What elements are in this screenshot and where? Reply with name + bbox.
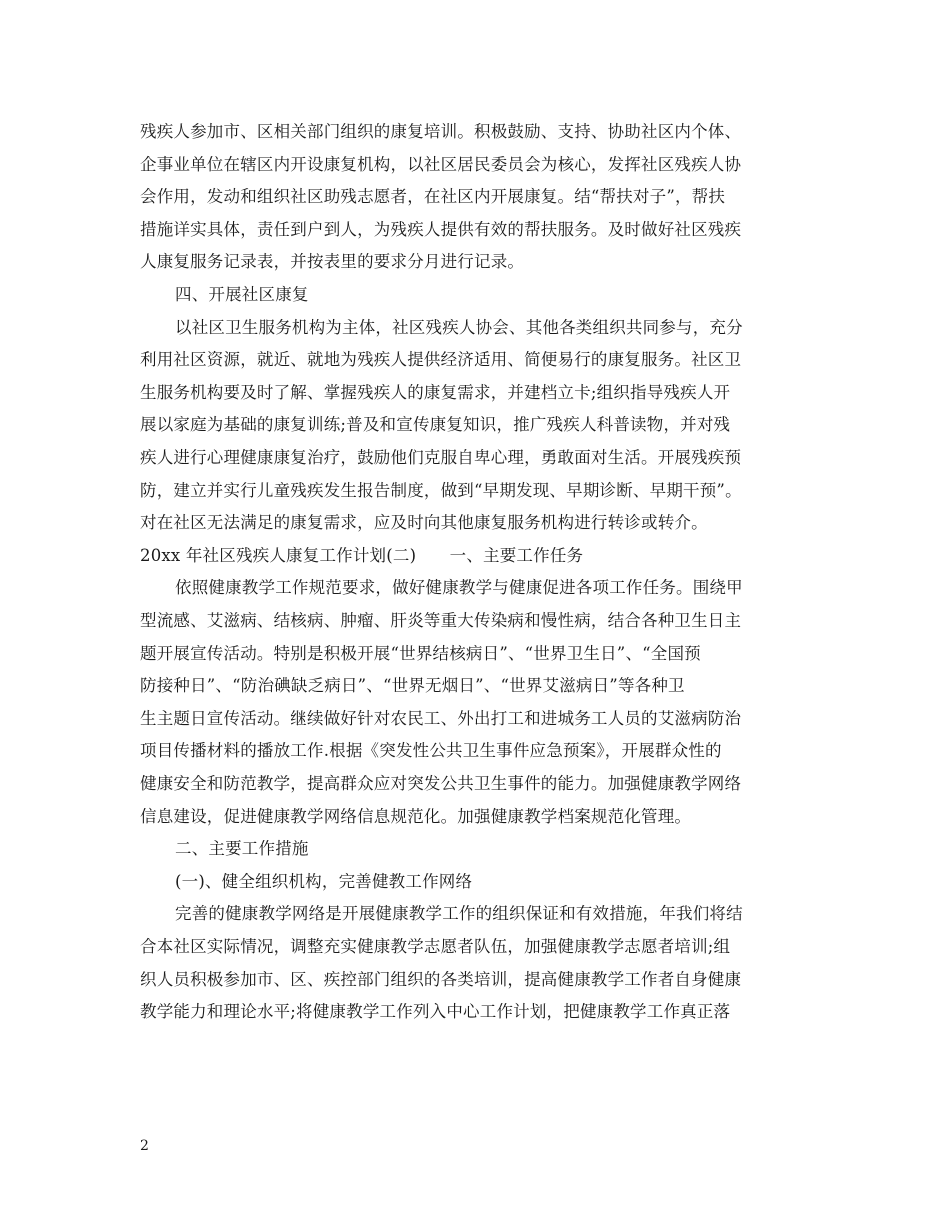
text-line: 信息建设，促进健康教学网络信息规范化。加强健康教学档案规范化管理。: [140, 806, 692, 826]
text-line: 疾人进行心理健康康复治疗，鼓励他们克服自卑心理，勇敢面对生活。开展残疾预: [140, 448, 742, 467]
text-line: 以社区卫生服务机构为主体，社区残疾人协会、其他各类组织共同参与，充分: [175, 317, 743, 337]
text-line: 型流感、艾滋病、结核病、肿瘤、肝炎等重大传染病和慢性病，结合各种卫生日主: [140, 611, 742, 630]
text-line: 对在社区无法满足的康复需求，应及时向其他康复服务机构进行转诊或转介。: [140, 513, 708, 533]
text-line: 企事业单位在辖区内开设康复机构，以社区居民委员会为核心，发挥社区残疾人协: [140, 154, 742, 174]
text-line: 20xx 年社区残疾人康复工作计划(二) 一、主要工作任务: [140, 545, 584, 565]
text-line: 依照健康教学工作规范要求，做好健康教学与健康促进各项工作任务。围绕甲: [175, 578, 743, 598]
text-line: 措施详实具体，责任到户到人，为残疾人提供有效的帮扶服务。及时做好社区残疾: [140, 219, 742, 239]
text-line: 展以家庭为基础的康复训练;普及和宣传康复知识，推广残疾人科普读物，并对残: [140, 415, 731, 435]
text-line: 完善的健康教学网络是开展健康教学工作的组织保证和有效措施，年我们将结: [175, 904, 743, 924]
text-line: (一)、健全组织机构，完善健教工作网络: [175, 871, 473, 891]
text-line: 残疾人参加市、区相关部门组织的康复培训。积极鼓励、支持、协助社区内个体、: [140, 122, 742, 141]
text-line: 教学能力和理论水平;将健康教学工作列入中心工作计划，把健康教学工作真正落: [140, 1002, 731, 1022]
text-line: 利用社区资源，就近、就地为残疾人提供经济适用、简便易行的康复服务。社区卫: [140, 350, 742, 370]
text-line: 生主题日宣传活动。继续做好针对农民工、外出打工和进城务工人员的艾滋病防治: [140, 708, 742, 728]
text-line: 合本社区实际情况，调整充实健康教学志愿者队伍，加强健康教学志愿者培训;组: [140, 937, 731, 956]
text-line: 人康复服务记录表，并按表里的要求分月进行记录。: [140, 252, 525, 272]
text-line: 防接种日”、“防治碘缺乏病日”、“世界无烟日”、“世界艾滋病日”等各种卫: [140, 676, 685, 696]
text-line: 题开展宣传活动。特别是积极开展“世界结核病日”、“世界卫生日”、“全国预: [140, 643, 701, 663]
text-line: 会作用，发动和组织社区助残志愿者，在社区内开展康复。结“帮扶对子”，帮扶: [140, 187, 726, 207]
text-line: 织人员积极参加市、区、疾控部门组织的各类培训，提高健康教学工作者自身健康: [140, 969, 742, 989]
page-number: 2: [140, 1138, 149, 1154]
text-line: 项目传播材料的播放工作.根据《突发性公共卫生事件应急预案》，开展群众性的: [140, 741, 722, 761]
text-line: 二、主要工作措施: [175, 839, 309, 859]
text-line: 四、开展社区康复: [175, 285, 309, 304]
text-line: 生服务机构要及时了解、掌握残疾人的康复需求，并建档立卡;组织指导残疾人开: [140, 382, 731, 402]
text-line: 健康安全和防范教学，提高群众应对突发公共卫生事件的能力。加强健康教学网络: [140, 774, 742, 793]
text-line: 防，建立并实行儿童残疾发生报告制度，做到“早期发现、早期诊断、早期干预”。: [140, 480, 742, 500]
